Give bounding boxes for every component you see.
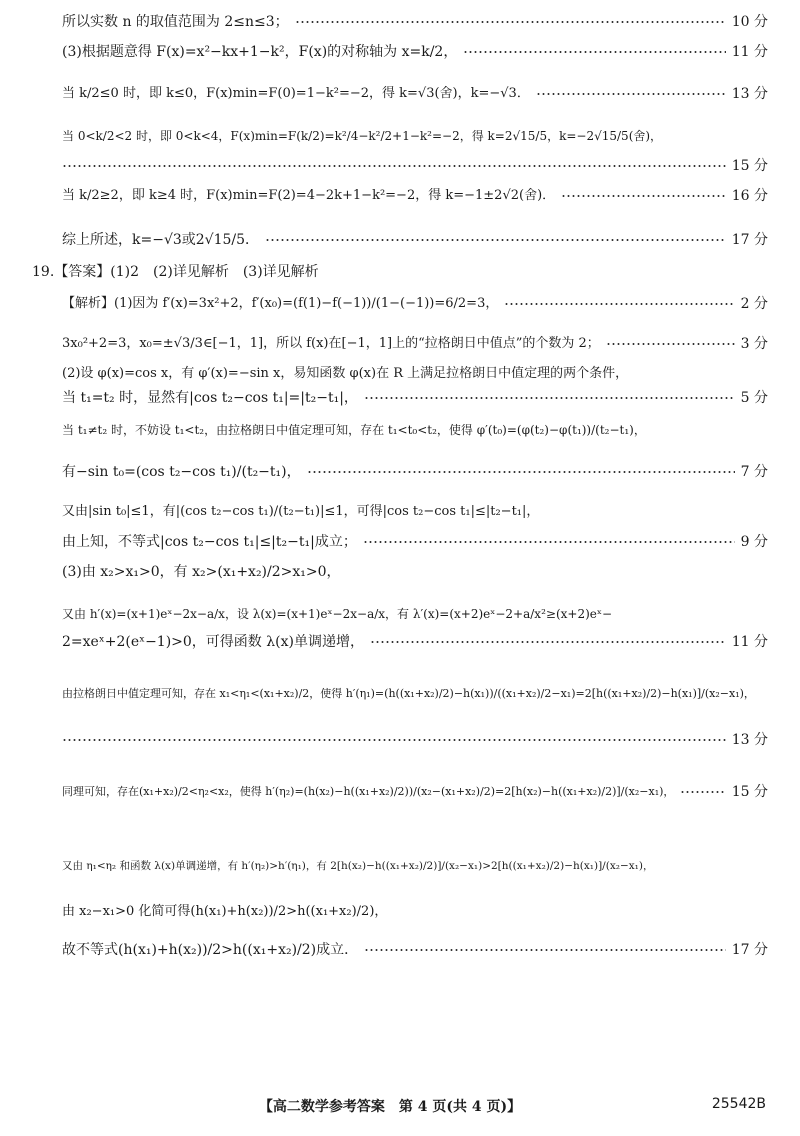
score-mark: 9 分: [740, 534, 768, 550]
solution-line: 当 t₁=t₂ 时，显然有|cos t₂−cos t₁|=|t₂−t₁|， 5 分: [62, 390, 768, 406]
score-mark: 16 分: [731, 188, 768, 204]
score-mark: 15 分: [731, 158, 768, 174]
score-mark: 13 分: [731, 86, 768, 102]
solution-line: 由上知，不等式|cos t₂−cos t₁|≤|t₂−t₁|成立； 9 分: [62, 534, 768, 550]
score-mark: 3 分: [740, 336, 768, 352]
solution-line: 当 0<k/2<2 时，即 0<k<4，F(x)min=F(k/2)=k²/4−k²/2+1−k²=−2，得 k=2√15/5，k=−2√15/5(舍)，: [62, 129, 663, 143]
solution-line: 当 k/2≥2，即 k≥4 时，F(x)min=F(2)=4−2k+1−k²=−2，得 k=−1±2√2(舍)． 16 分: [62, 188, 768, 204]
score-mark: 15 分: [731, 784, 768, 800]
solution-line: 又由|sin t₀|≤1，有|(cos t₂−cos t₁)/(t₂−t₁)|≤1，可得|cos t₂−cos t₁|≤|t₂−t₁|，: [62, 504, 540, 519]
solution-line: (2)设 φ(x)=cos x，有 φ′(x)=−sin x，易知函数 φ(x)在 R 上满足拉格朗日中值定理的两个条件，: [62, 366, 629, 381]
score-mark: 11 分: [731, 44, 768, 60]
solution-line: 又由 η₁<η₂ 和函数 λ(x)单调递增，有 h′(η₂)>h′(η₁)，有 2[h(x₂)−h((x₁+x₂)/2)]/(x₂−x₁)>2[h((x₁+x₂)/2)−h(x₁)]/(x₂−x₁)，: [62, 860, 654, 872]
solution-line: 3x₀²+2=3，x₀=±√3/3∈[−1，1]，所以 f(x)在[−1，1]上的“拉格朗日中值点”的个数为 2； 3 分: [62, 336, 768, 352]
solution-line: 又由 h′(x)=(x+1)eˣ−2x−a/x，设 λ(x)=(x+1)eˣ−2x−a/x，有 λ′(x)=(x+2)eˣ−2+a/x²≥(x+2)eˣ−: [62, 607, 613, 621]
solution-line: 当 k/2≤0 时，即 k≤0，F(x)min=F(0)=1−k²=−2，得 k=√3(舍)，k=−√3． 13 分: [62, 86, 768, 102]
solution-line: (3)由 x₂>x₁>0，有 x₂>(x₁+x₂)/2>x₁>0，: [62, 564, 341, 580]
footer-title: 【高二数学参考答案 第 4 页(共 4 页)】: [258, 1099, 522, 1115]
page-footer: [0, 1096, 800, 1120]
score-mark: 13 分: [731, 732, 768, 748]
score-mark: 11 分: [731, 634, 768, 650]
score-mark: 17 分: [731, 232, 768, 248]
solution-line: 当 t₁≠t₂ 时，不妨设 t₁<t₂，由拉格朗日中值定理可知，存在 t₁<t₀<t₂，使得 φ′(t₀)=(φ(t₂)−φ(t₁))/(t₂−t₁)，: [62, 423, 646, 437]
solution-line: 由 x₂−x₁>0 化简可得(h(x₁)+h(x₂))/2>h((x₁+x₂)/2)，: [62, 904, 388, 919]
score-mark: 5 分: [740, 390, 768, 406]
exam-code: 25542B: [711, 1096, 766, 1112]
solution-line: 同理可知，存在(x₁+x₂)/2<η₂<x₂，使得 h′(η₂)=(h(x₂)−h((x₁+x₂)/2))/(x₂−(x₁+x₂)/2)=2[h(x₂)−h((x₁+x₂)/2)]/(x₂−x₁)， 15 分: [62, 784, 768, 800]
score-mark: 2 分: [740, 296, 768, 312]
score-mark: 17 分: [731, 942, 768, 958]
solution-line: [62, 730, 768, 750]
solution-line: 所以实数 n 的取值范围为 2≤n≤3； 10 分: [62, 14, 768, 30]
score-mark: 7 分: [740, 464, 768, 480]
q19-answer-header: 19.【答案】(1)2 (2)详见解析 (3)详见解析: [32, 264, 319, 280]
solution-line: 有−sin t₀=(cos t₂−cos t₁)/(t₂−t₁)， 7 分: [62, 464, 768, 480]
solution-line: [62, 156, 768, 176]
solution-line: 综上所述，k=−√3或2√15/5． 17 分: [62, 232, 768, 248]
solution-line: 由拉格朗日中值定理可知，存在 x₁<η₁<(x₁+x₂)/2，使得 h′(η₁)=(h((x₁+x₂)/2)−h(x₁))/((x₁+x₂)/2−x₁)=2[h((x₁+x₂)/2)−h(x₁)]/(x₂−x₁)，: [62, 687, 755, 700]
solution-line: (3)根据题意得 F(x)=x²−kx+1−k²，F(x)的对称轴为 x=k/2， 11 分: [62, 44, 768, 60]
score-mark: 10 分: [731, 14, 768, 30]
solution-line: 故不等式(h(x₁)+h(x₂))/2>h((x₁+x₂)/2)成立． 17 分: [62, 942, 768, 958]
solution-line: 【解析】(1)因为 f′(x)=3x²+2，f′(x₀)=(f(1)−f(−1))/(1−(−1))=6/2=3， 2 分: [62, 296, 768, 312]
solution-line: 2=xeˣ+2(eˣ−1)>0，可得函数 λ(x)单调递增， 11 分: [62, 634, 768, 650]
